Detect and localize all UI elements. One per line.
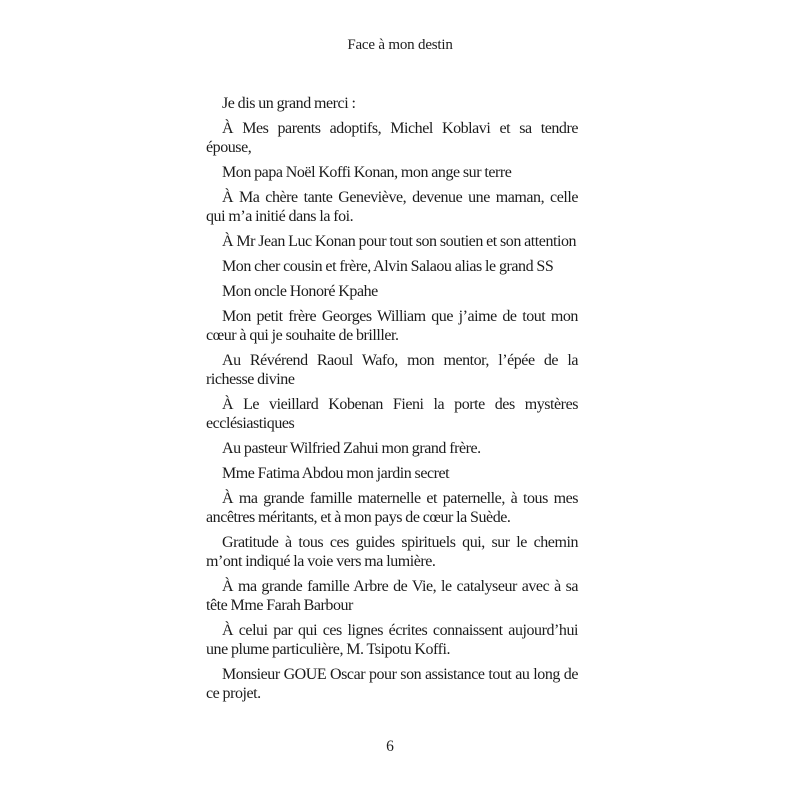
paragraph: Mon cher cousin et frère, Alvin Salaou alias le grand SS [222, 258, 554, 275]
paragraph: Je dis un grand merci : [222, 95, 356, 112]
paragraph: À Mes parents adoptifs, Michel Koblavi et sa tendre épouse, [206, 120, 578, 156]
paragraph: À Le vieillard Kobenan Fieni la porte des mystères ecclésiastiques [206, 396, 578, 432]
paragraph: À Ma chère tante Geneviève, devenue une maman, celle qui m’a initié dans la foi. [206, 189, 578, 225]
paragraph: Gratitude à tous ces guides spirituels qui, sur le chemin m’ont indiqué la voie vers ma lumière. [206, 534, 578, 570]
running-header: Face à mon destin [347, 37, 453, 53]
paragraph: Mon papa Noël Koffi Konan, mon ange sur terre [222, 164, 512, 181]
paragraph: À ma grande famille maternelle et paternelle, à tous mes ancêtres méritants, et à mon pays de cœur la Suède. [206, 490, 578, 526]
paragraph: Mme Fatima Abdou mon jardin secret [222, 465, 450, 482]
paragraph: Mon oncle Honoré Kpahe [222, 283, 378, 300]
paragraph: À celui par qui ces lignes écrites connaissent aujourd’hui une plume particulière, M. Tsipotu Koffi. [206, 622, 578, 658]
paragraph: À Mr Jean Luc Konan pour tout son soutien et son attention [222, 233, 577, 250]
paragraph: Mon petit frère Georges William que j’aime de tout mon cœur à qui je souhaite de brilller. [206, 308, 578, 344]
paragraph: Au pasteur Wilfried Zahui mon grand frère. [222, 440, 481, 457]
paragraph: À ma grande famille Arbre de Vie, le catalyseur avec à sa tête Mme Farah Barbour [206, 578, 578, 614]
paragraph: Au Révérend Raoul Wafo, mon mentor, l’épée de la richesse divine [206, 352, 578, 388]
paragraph: Monsieur GOUE Oscar pour son assistance tout au long de ce projet. [206, 666, 578, 702]
page-number: 6 [386, 738, 394, 755]
page-body [206, 94, 578, 709]
